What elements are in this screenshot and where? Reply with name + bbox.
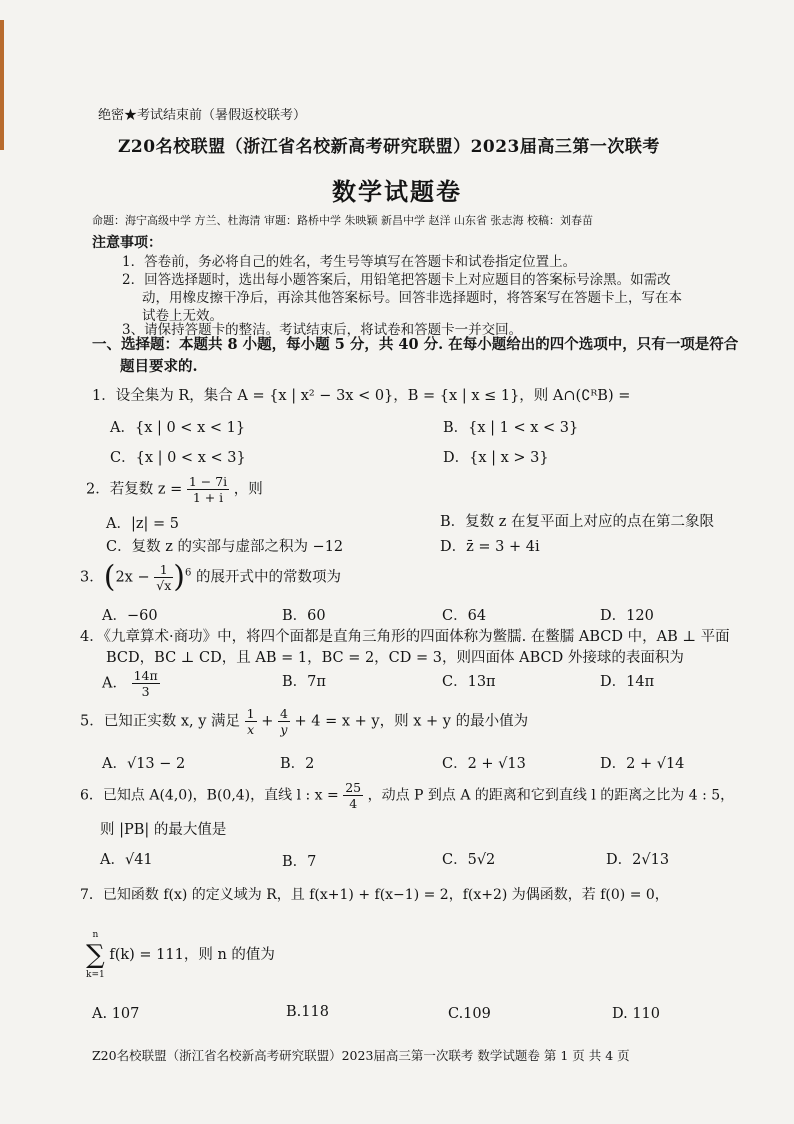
summation-symbol: [86, 928, 105, 982]
q4-option-c: C．13π: [442, 674, 496, 690]
q2-prefix: 2．若复数 z =: [86, 481, 183, 498]
q2-numerator: 1 − 7i: [188, 474, 228, 489]
q6-option-c: C．5√2: [442, 852, 496, 868]
sum-sigma: ∑: [86, 940, 105, 970]
q6-numerator: 25: [345, 780, 362, 795]
q5-option-d: D．2 + √14: [600, 756, 685, 772]
question-5-stem: [80, 706, 528, 737]
q4-a-numerator: 14π: [133, 668, 158, 683]
sum-lower: k=1: [86, 970, 105, 980]
q1-option-c: C．{x | 0 < x < 3}: [110, 450, 246, 466]
question-2-stem: [86, 474, 263, 505]
q4-option-a: [102, 668, 160, 699]
q5-fraction-1: [245, 706, 257, 737]
authors-line: 命题：海宁高级中学 方兰、杜海清 审题：路桥中学 朱映颖 新昌中学 赵洋 山东省 张志海 校稿：刘春苗: [92, 214, 593, 227]
q2-fraction: [187, 474, 229, 505]
q2-option-c: C．复数 z 的实部与虚部之积为 −12: [106, 539, 344, 555]
q1-option-d: D．{x | x > 3}: [443, 450, 549, 466]
scan-edge-mark: [0, 20, 4, 150]
confidential-label: 绝密★考试结束前（暑假返校联考）: [98, 108, 307, 123]
q5-option-c: C．2 + √13: [442, 756, 526, 772]
notice-item: 试卷上无效。: [142, 308, 223, 324]
paper-title: 数学试题卷: [332, 177, 462, 206]
q5-plus: +: [261, 713, 274, 730]
q3-suffix: 的展开式中的常数项为: [195, 569, 341, 586]
notice-item: 3、请保持答题卡的整洁。考试结束后，将试卷和答题卡一并交回。: [122, 322, 523, 338]
q5-option-a: A．√13 − 2: [102, 756, 186, 772]
q2-denominator: 1 + i: [192, 490, 224, 505]
section-heading: 一、选择题：本题共 8 小题，每小题 5 分，共 40 分. 在每小题给出的四个选项中，只有一项是符合: [92, 336, 739, 353]
question-4-stem-line2: BCD，BC ⊥ CD，且 AB = 1，BC = 2，CD = 3，则四面体 ABCD 外接球的表面积为: [106, 650, 684, 666]
q3-option-a: A．−60: [102, 608, 158, 624]
q6-option-b: B．7: [282, 854, 317, 870]
q3-option-b: B．60: [282, 608, 326, 624]
q3-left-paren: (: [103, 559, 116, 595]
q2-suffix: ，则: [233, 481, 263, 498]
sum-upper: n: [92, 930, 99, 940]
q2-option-b: B．复数 z 在复平面上对应的点在第二象限: [440, 514, 715, 530]
q3-exponent: 6: [184, 567, 192, 579]
notice-item: 2．回答选择题时，选出每小题答案后，用铅笔把答题卡上对应题目的答案标号涂黑。如需改: [122, 272, 671, 288]
q4-a-denominator: 3: [141, 684, 150, 699]
question-7-stem-line1: 7．已知函数 f(x) 的定义域为 R，且 f(x+1) + f(x−1) = 2，f(x+2) 为偶函数，若 f(0) = 0，: [80, 887, 669, 903]
section-heading-cont: 题目要求的.: [120, 358, 198, 375]
question-4-stem-line1: 4．《九章算术·商功》中，将四个面都是直角三角形的四面体称为鳖臑. 在鳖臑 ABCD 中，AB ⊥ 平面: [80, 629, 730, 645]
notice-item: 1．答卷前，务必将自己的姓名，考生号等填写在答题卡和试卷指定位置上。: [122, 254, 577, 270]
q4-option-d: D．14π: [600, 674, 655, 690]
q6-option-a: A．√41: [100, 852, 153, 868]
question-1-stem: 1．设全集为 R，集合 A = {x | x² − 3x < 0}，B = {x | x ≤ 1}，则 A∩(∁ᴿB) =: [92, 388, 631, 404]
q7-line2-text: f(k) = 111，则 n 的值为: [109, 947, 275, 963]
q5-suffix: + 4 = x + y，则 x + y 的最小值为: [294, 713, 529, 730]
question-6-stem-line2: 则 |PB| 的最大值是: [100, 822, 227, 838]
q5-f1-numerator: 1: [246, 706, 255, 721]
q3-numerator: 1: [154, 562, 173, 578]
q4-option-b: B．7π: [282, 674, 326, 690]
q1-option-a: A．{x | 0 < x < 1}: [110, 420, 246, 436]
q7-option-b: B.118: [286, 1004, 329, 1020]
q7-option-c: C.109: [448, 1006, 491, 1022]
question-7-stem-line2: [86, 928, 275, 982]
q3-prefix: 3．: [80, 569, 104, 586]
q7-option-a: A. 107: [92, 1006, 140, 1022]
q7-option-d: D. 110: [612, 1006, 661, 1022]
q5-option-b: B．2: [280, 756, 315, 772]
q1-option-b: B．{x | 1 < x < 3}: [443, 420, 579, 436]
q2-option-a: A．|z| = 5: [106, 516, 179, 532]
q2-option-d: D．z̄ = 3 + 4i: [440, 539, 540, 555]
q3-fraction: [154, 562, 173, 593]
q3-option-c: C．64: [442, 608, 487, 624]
q5-fraction-2: [278, 706, 290, 737]
q5-f2-denominator: y: [280, 722, 288, 737]
q3-denominator: √x: [156, 578, 172, 593]
notice-heading: 注意事项：: [92, 235, 162, 251]
q5-f2-numerator: 4: [279, 706, 288, 721]
question-6-stem: [80, 780, 734, 811]
page-footer: Z20名校联盟（浙江省名校新高考研究联盟）2023届高三第一次联考 数学试题卷 第 1 页 共 4 页: [92, 1048, 630, 1063]
q5-f1-denominator: x: [247, 722, 255, 737]
q6-prefix: 6．已知点 A(4,0)，B(0,4)，直线 l : x =: [80, 787, 339, 804]
q4-a-label: A．: [102, 675, 127, 692]
notice-item: 动，用橡皮擦干净后，再涂其他答案标号。回答非选择题时，将答案写在答题卡上，写在本: [142, 290, 682, 306]
exam-title: Z20名校联盟（浙江省名校新高考研究联盟）2023届高三第一次联考: [118, 137, 660, 157]
q6-option-d: D．2√13: [606, 852, 670, 868]
q3-expr: 2x −: [115, 569, 150, 586]
q6-suffix: ，动点 P 到点 A 的距离和它到直线 l 的距离之比为 4 : 5，: [367, 787, 735, 804]
q6-fraction: [343, 780, 363, 811]
q3-right-paren: ): [173, 559, 185, 595]
q6-denominator: 4: [349, 796, 358, 811]
q4-a-fraction: [132, 668, 160, 699]
q3-option-d: D．120: [600, 608, 654, 624]
question-3-stem: [80, 559, 341, 595]
q5-prefix: 5．已知正实数 x, y 满足: [80, 713, 241, 730]
